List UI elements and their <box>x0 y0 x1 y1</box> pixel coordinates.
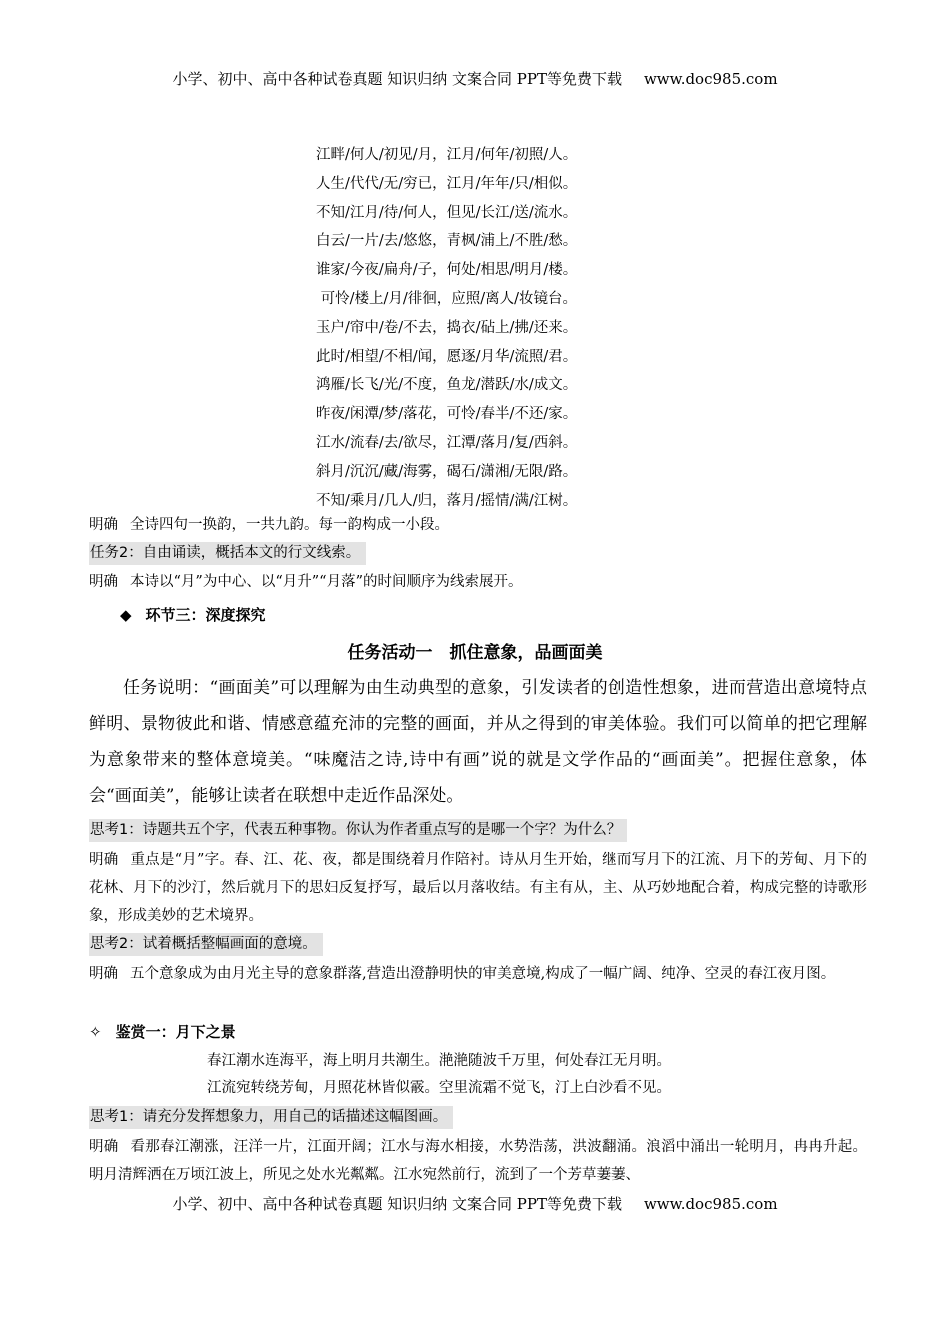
answer-mood <box>89 960 867 988</box>
activity-title: 任务活动一 抓住意象，品画面美 <box>347 643 603 663</box>
diamond-bullet-icon: ◆ <box>120 606 132 624</box>
answer-text: 重点是“月”字。春、江、花、夜，都是围绕着月作陪衬。诗从月生开始，继而写月下的江流、月下的芳甸、月下的花林、月下的沙汀，然后就月下的思妇反复抒写，最后以月落收结。有主有从，主、从巧妙地配合着，构成完整的诗歌形象，形成美妙的艺术境界。 <box>89 852 867 924</box>
page-footer <box>0 1193 950 1214</box>
answer-clue <box>89 568 867 596</box>
poem-line: 此时/相望/不相/闻，愿逐/月华/流照/君。 <box>316 348 578 365</box>
answer-label: 明确 <box>89 1139 119 1155</box>
poem-line: 可怜/楼上/月/徘徊，应照/离人/妆镜台。 <box>316 290 578 307</box>
answer-label: 明确 <box>89 517 118 533</box>
footer-text: 小学、初中、高中各种试卷真题 知识归纳 文案合同 PPT等免费下载 <box>172 1195 622 1213</box>
header-text: 小学、初中、高中各种试卷真题 知识归纳 文案合同 PPT等免费下载 <box>172 70 622 88</box>
verse-line: 春江潮水连海平，海上明月共潮生。滟滟随波千万里，何处春江无月明。 <box>207 1053 671 1069</box>
think-1-prompt: 思考1：诗题共五个字，代表五种事物。你认为作者重点写的是哪一个字？为什么？ <box>89 819 627 842</box>
think-3-prompt: 思考1：请充分发挥想象力，用自己的话描述这幅图画。 <box>89 1106 453 1129</box>
answer-describe <box>89 1133 867 1189</box>
answer-label: 明确 <box>89 852 119 868</box>
verse-block <box>207 1048 671 1102</box>
think-3-row <box>89 1106 867 1129</box>
think-2-prompt: 思考2：试着概括整幅画面的意境。 <box>89 933 323 956</box>
poem-line: 玉户/帘中/卷/不去，捣衣/砧上/拂/还来。 <box>316 319 578 336</box>
poem-line: 谁家/今夜/扁舟/子，何处/相思/明月/楼。 <box>316 262 578 279</box>
answer-label: 明确 <box>89 966 118 982</box>
think-1-row <box>89 819 867 842</box>
poem-line: 不知/乘月/几人/归，落月/摇情/满/江树。 <box>316 492 578 509</box>
sparkle-bullet-icon: ✧ <box>89 1023 102 1041</box>
answer-focus <box>89 846 867 930</box>
footer-url[interactable]: www.doc985.com <box>643 1195 778 1213</box>
poem-block <box>316 141 646 515</box>
answer-label: 明确 <box>89 574 118 590</box>
header-url[interactable]: www.doc985.com <box>643 70 778 88</box>
poem-line: 白云/一片/去/悠悠，青枫/浦上/不胜/愁。 <box>316 233 578 250</box>
appreciation-heading <box>89 1021 236 1042</box>
section-title: 环节三：深度探究 <box>145 606 266 624</box>
answer-text: 五个意象成为由月光主导的意象群落,营造出澄静明快的审美意境,构成了一幅广阔、纯净、空灵的春江夜月图。 <box>130 966 836 982</box>
poem-line: 不知/江月/待/何人，但见/长江/送/流水。 <box>316 204 578 221</box>
appreciation-title: 鉴赏一：月下之景 <box>115 1023 236 1041</box>
task-2-row <box>89 542 867 565</box>
task-2-prompt: 任务2：自由诵读，概括本文的行文线索。 <box>89 542 366 565</box>
poem-line: 鸿雁/长飞/光/不度，鱼龙/潜跃/水/成文。 <box>316 377 578 394</box>
think-2-row <box>89 933 867 956</box>
poem-line: 江畔/何人/初见/月，江月/何年/初照/人。 <box>316 147 578 163</box>
poem-line: 昨夜/闲潭/梦/落花，可怜/春半/不还/家。 <box>316 406 578 423</box>
poem-line: 人生/代代/无/穷已，江月/年年/只/相似。 <box>316 175 578 192</box>
poem-line: 斜月/沉沉/藏/海雾，碣石/潇湘/无限/路。 <box>316 463 578 480</box>
poem-line: 江水/流春/去/欲尽，江潭/落月/复/西斜。 <box>316 434 578 451</box>
task-description: 任务说明：“画面美”可以理解为由生动典型的意象，引发读者的创造性想象，进而营造出意境特点鲜明、景物彼此和谐、情感意蕴充沛的完整的画面，并从之得到的审美体验。我们可以简单的把它理解为意象带来的整体意境美。“味魔洁之诗,诗中有画”说的就是文学作品的“画面美”。把握住意象，体会“画面美”，能够让读者在联想中走近作品深处。 <box>89 678 867 806</box>
answer-text: 本诗以“月”为中心、以“月升”“月落”的时间顺序为线索展开。 <box>130 574 523 590</box>
answer-text: 看那春江潮涨，汪洋一片，江面开阔；江水与海水相接，水势浩荡，洪波翻涌。浪滔中涌出一轮明月，冉冉升起。明月清辉洒在万顷江波上，所见之处水光粼粼。江水宛然前行，流到了一个芳草萋萋、 <box>89 1139 868 1183</box>
section-heading <box>120 604 266 625</box>
answer-text: 全诗四句一换韵，一共九韵。每一韵构成一小段。 <box>130 517 449 533</box>
answer-rhyme <box>89 511 867 539</box>
verse-line: 江流宛转绕芳甸，月照花林皆似霰。空里流霜不觉飞，汀上白沙看不见。 <box>207 1080 671 1096</box>
page-header <box>0 68 950 89</box>
